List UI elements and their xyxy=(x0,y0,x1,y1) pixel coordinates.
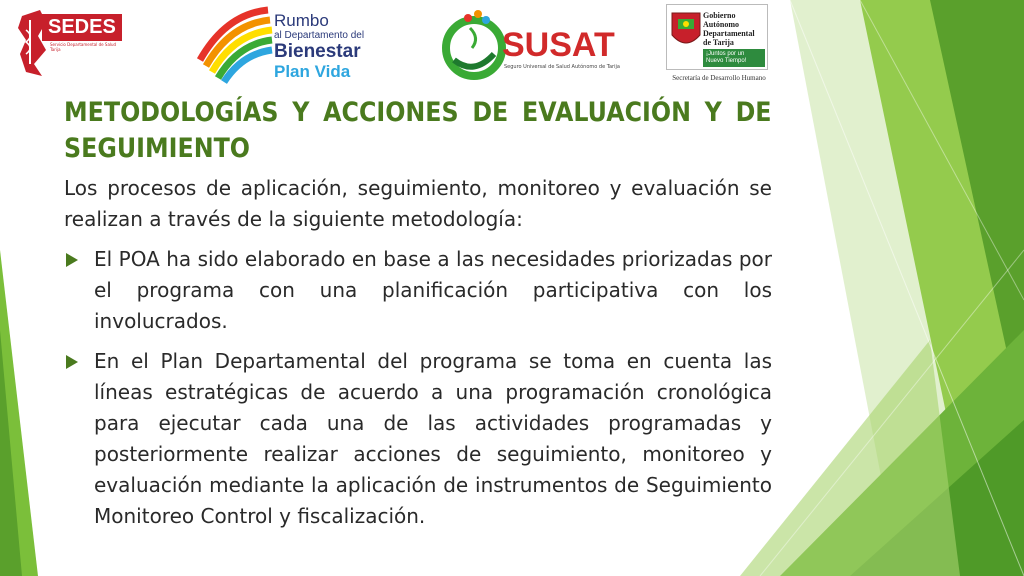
tarija-slogan-badge: ¡Juntos por un Nuevo Tiempo! xyxy=(703,49,765,67)
rumbo-line3: Bienestar xyxy=(274,41,361,62)
sedes-logo xyxy=(16,6,120,78)
sedes-logo-text: SEDES xyxy=(42,14,122,41)
bullet-list xyxy=(64,244,772,541)
tarija-line4: de Tarija xyxy=(703,38,734,47)
rainbow-swoosh-icon xyxy=(196,4,276,84)
susat-logo-subtitle: Seguro Universal de Salud Autónomo de Tarija xyxy=(504,64,620,70)
triangle-bullet-icon xyxy=(66,355,78,369)
gobernacion-tarija-logo xyxy=(666,4,772,94)
list-item xyxy=(64,244,772,337)
rumbo-line4: Plan Vida xyxy=(274,62,351,81)
tarija-line3: Departamental xyxy=(703,29,755,38)
triangle-bullet-icon xyxy=(66,253,78,267)
susat-emblem-icon xyxy=(440,4,506,86)
susat-logo xyxy=(440,4,620,86)
rumbo-line2: al Departamento del xyxy=(274,30,365,41)
sedes-logo-subtitle: Servicio Departamental de Salud Tarija xyxy=(50,42,117,52)
slide-title: METODOLOGÍAS Y ACCIONES DE EVALUACIÓN Y DE SEGUIMIENTO xyxy=(64,97,772,164)
tarija-line2: Autónomo xyxy=(703,20,740,29)
rumbo-line1: Rumbo xyxy=(274,11,329,30)
list-item xyxy=(64,346,772,532)
coat-of-arms-icon xyxy=(670,11,702,51)
rumbo-bienestar-logo xyxy=(196,4,376,84)
tarija-secretaria: Secretaría de Desarrollo Humano xyxy=(672,74,766,82)
tarija-line1: Gobierno xyxy=(703,11,736,20)
slide-intro-paragraph: Los procesos de aplicación, seguimiento, monitoreo y evaluación se realizan a través de la siguiente metodología: xyxy=(64,176,772,231)
susat-logo-text: SUSAT xyxy=(502,26,615,64)
bullet-text: El POA ha sido elaborado en base a las necesidades priorizadas por el programa con una planificación participativa con los involucrados. xyxy=(94,247,772,333)
bullet-text: En el Plan Departamental del programa se toma en cuenta las líneas estratégicas de acuerdo a una programación cronológica para ejecutar cada una de las actividades programadas y posteriormente realizar acciones de seguimiento, monitoreo y evaluación mediante la aplicación de instrumentos de Seguimiento Monitoreo Control y fiscalización. xyxy=(94,349,772,528)
